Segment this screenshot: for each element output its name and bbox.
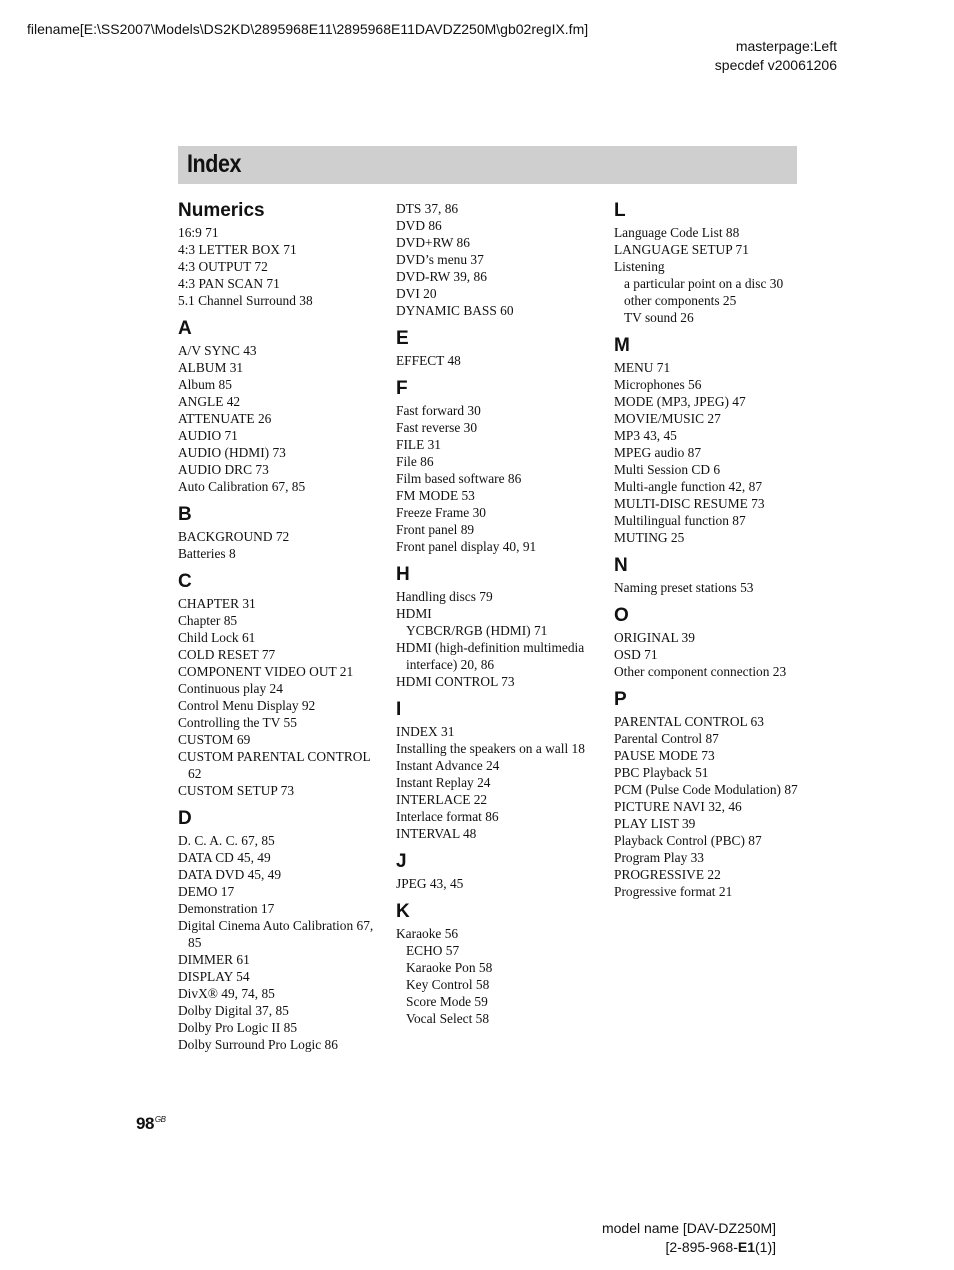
index-section (178, 504, 383, 562)
index-entry: Batteries 8 (178, 546, 236, 561)
index-section (178, 808, 383, 1053)
section-heading: M (614, 335, 630, 356)
index-subentry: YCBCR/RGB (HDMI) 71 (406, 623, 548, 638)
index-entry: Karaoke 56 (396, 926, 459, 941)
section-heading: K (396, 901, 410, 922)
index-column-3 (614, 200, 819, 909)
index-entry: Handling discs 79 (396, 589, 493, 604)
index-section (178, 318, 383, 495)
index-entry: ORIGINAL 39 (614, 630, 695, 645)
index-entry: DISPLAY 54 (178, 969, 250, 984)
index-entry: MP3 43, 45 (614, 428, 677, 443)
index-section (614, 605, 819, 680)
index-subentry: Vocal Select 58 (406, 1011, 490, 1026)
section-heading: I (396, 699, 402, 720)
footer-part-number (602, 1238, 776, 1257)
page-number (136, 1114, 165, 1134)
footer-model-name: model name [DAV-DZ250M] (601, 1220, 776, 1236)
index-entry: DVD 86 (396, 218, 442, 233)
index-entry: INTERLACE 22 (396, 792, 488, 807)
index-subentry: Score Mode 59 (406, 994, 488, 1009)
index-entry: Language Code List 88 (614, 225, 740, 240)
index-section (396, 901, 601, 1027)
header-masterpage: masterpage:Left (735, 38, 837, 54)
index-entry: 4:3 PAN SCAN 71 (178, 276, 280, 291)
index-entry: CUSTOM SETUP 73 (178, 783, 295, 798)
index-subentry: Key Control 58 (406, 977, 490, 992)
index-entry: OSD 71 (614, 647, 658, 662)
index-entry: DVD-RW 39, 86 (396, 269, 487, 284)
index-entry: DivX® 49, 74, 85 (178, 986, 275, 1001)
index-entry: LANGUAGE SETUP 71 (614, 242, 749, 257)
index-entry: Front panel display 40, 91 (396, 539, 537, 554)
section-heading: Numerics (178, 200, 265, 221)
index-entry: Playback Control (PBC) 87 (614, 833, 762, 848)
index-entry: Fast forward 30 (396, 403, 481, 418)
index-entry: Demonstration 17 (178, 901, 275, 916)
index-entry: EFFECT 48 (396, 353, 461, 368)
index-entry: Microphones 56 (614, 377, 702, 392)
index-entry: 4:3 OUTPUT 72 (178, 259, 268, 274)
index-entry: PARENTAL CONTROL 63 (614, 714, 764, 729)
footer (602, 1219, 776, 1257)
index-column-2 (396, 200, 601, 1036)
index-entry: Multi Session CD 6 (614, 462, 721, 477)
index-entry: DATA DVD 45, 49 (178, 867, 282, 882)
section-heading: E (396, 328, 409, 349)
index-entry: Album 85 (178, 377, 232, 392)
index-section (178, 200, 383, 309)
index-entry: DVD’s menu 37 (396, 252, 484, 267)
index-entry: Progressive format 21 (614, 884, 733, 899)
index-entry: HDMI CONTROL 73 (396, 674, 515, 689)
header-specdef: specdef v20061206 (714, 57, 837, 73)
index-entry: Listening (614, 259, 665, 274)
index-entry: DVD+RW 86 (396, 235, 470, 250)
index-entry: Digital Cinema Auto Calibration 67, 85 (178, 918, 374, 950)
section-heading: J (396, 851, 407, 872)
index-entry: COLD RESET 77 (178, 647, 276, 662)
index-entry: DIMMER 61 (178, 952, 250, 967)
footer-part-bold: E1 (737, 1239, 755, 1255)
index-entry: PLAY LIST 39 (614, 816, 696, 831)
index-entry: MUTING 25 (614, 530, 685, 545)
index-entry: MPEG audio 87 (614, 445, 702, 460)
index-entry: AUDIO DRC 73 (178, 462, 269, 477)
index-entry: Multi-angle function 42, 87 (614, 479, 763, 494)
index-section (396, 851, 601, 892)
section-heading: F (396, 378, 408, 399)
index-entry: JPEG 43, 45 (396, 876, 464, 891)
index-entry: FM MODE 53 (396, 488, 475, 503)
index-entry: A/V SYNC 43 (178, 343, 257, 358)
index-entry: PBC Playback 51 (614, 765, 709, 780)
index-subentry: other components 25 (624, 293, 737, 308)
index-section (396, 564, 601, 690)
section-heading: C (178, 571, 192, 592)
index-entry: Film based software 86 (396, 471, 522, 486)
section-heading: B (178, 504, 192, 525)
index-entry: Installing the speakers on a wall 18 (396, 741, 585, 756)
index-section (614, 555, 819, 596)
page-title: Index (187, 150, 242, 178)
index-column-1 (178, 200, 383, 1062)
index-section (614, 335, 819, 546)
index-entry: Auto Calibration 67, 85 (178, 479, 306, 494)
index-entry: Freeze Frame 30 (396, 505, 486, 520)
index-entry: DYNAMIC BASS 60 (396, 303, 514, 318)
index-entry: Instant Advance 24 (396, 758, 500, 773)
footer-part-prefix: [2-895-968- (665, 1239, 738, 1255)
section-heading: P (614, 689, 627, 710)
index-entry: PICTURE NAVI 32, 46 (614, 799, 742, 814)
index-entry: Dolby Pro Logic II 85 (178, 1020, 298, 1035)
index-entry: Instant Replay 24 (396, 775, 491, 790)
index-entry: ATTENUATE 26 (178, 411, 272, 426)
index-section (396, 378, 601, 555)
index-entry: COMPONENT VIDEO OUT 21 (178, 664, 354, 679)
section-heading: A (178, 318, 192, 339)
index-entry: HDMI (high-definition multimedia interface) 20, 86 (396, 640, 585, 672)
index-entry: Parental Control 87 (614, 731, 719, 746)
index-entry: AUDIO (HDMI) 73 (178, 445, 286, 460)
index-entry: DEMO 17 (178, 884, 235, 899)
index-entry: HDMI (396, 606, 432, 621)
index-entry: AUDIO 71 (178, 428, 238, 443)
index-section (396, 699, 601, 842)
index-entry: 16:9 71 (178, 225, 219, 240)
section-heading: H (396, 564, 410, 585)
index-entry: INDEX 31 (396, 724, 455, 739)
index-section (396, 328, 601, 369)
index-entry: ANGLE 42 (178, 394, 241, 409)
index-entry: MULTI-DISC RESUME 73 (614, 496, 765, 511)
index-entry: CUSTOM 69 (178, 732, 251, 747)
index-entry: PCM (Pulse Code Modulation) 87 (614, 782, 798, 797)
index-section (396, 200, 601, 319)
page-number-suffix: GB (154, 1115, 166, 1125)
index-entry: DTS 37, 86 (396, 201, 459, 216)
index-entry: Controlling the TV 55 (178, 715, 297, 730)
index-entry: Interlace format 86 (396, 809, 499, 824)
index-subentry: TV sound 26 (624, 310, 694, 325)
index-entry: Child Lock 61 (178, 630, 256, 645)
index-subentry: Karaoke Pon 58 (406, 960, 493, 975)
section-heading: O (614, 605, 629, 626)
index-entry: MOVIE/MUSIC 27 (614, 411, 721, 426)
index-section (178, 571, 383, 799)
index-entry: Fast reverse 30 (396, 420, 478, 435)
index-entry: Control Menu Display 92 (178, 698, 316, 713)
index-entry: 4:3 LETTER BOX 71 (178, 242, 297, 257)
index-entry: Program Play 33 (614, 850, 705, 865)
index-entry: PROGRESSIVE 22 (614, 867, 721, 882)
index-entry: CHAPTER 31 (178, 596, 256, 611)
section-heading: N (614, 555, 628, 576)
index-entry: D. C. A. C. 67, 85 (178, 833, 275, 848)
index-entry: INTERVAL 48 (396, 826, 477, 841)
index-entry: CUSTOM PARENTAL CONTROL 62 (178, 749, 371, 781)
index-entry: BACKGROUND 72 (178, 529, 290, 544)
header-filename: filename[E:\SS2007\Models\DS2KD\2895968E11\2895968E11DAVDZ250M\gb02regIX.fm] (27, 21, 589, 37)
header-meta (715, 37, 837, 75)
footer-part-suffix: (1)] (755, 1239, 776, 1255)
index-entry: FILE 31 (396, 437, 442, 452)
index-entry: Dolby Digital 37, 85 (178, 1003, 289, 1018)
index-section (614, 689, 819, 900)
index-entry: DATA CD 45, 49 (178, 850, 271, 865)
index-entry: 5.1 Channel Surround 38 (178, 293, 313, 308)
index-entry: File 86 (396, 454, 434, 469)
index-entry: Other component connection 23 (614, 664, 787, 679)
index-entry: MENU 71 (614, 360, 671, 375)
index-entry: Naming preset stations 53 (614, 580, 754, 595)
index-entry: PAUSE MODE 73 (614, 748, 715, 763)
index-entry: ALBUM 31 (178, 360, 244, 375)
index-entry: Multilingual function 87 (614, 513, 746, 528)
page-number-value: 98 (136, 1114, 154, 1133)
index-entry: Front panel 89 (396, 522, 475, 537)
section-heading: D (178, 808, 192, 829)
index-section (614, 200, 819, 326)
index-entry: MODE (MP3, JPEG) 47 (614, 394, 746, 409)
title-bar (178, 146, 797, 184)
index-subentry: a particular point on a disc 30 (624, 276, 784, 291)
section-heading: L (614, 200, 626, 221)
index-entry: DVI 20 (396, 286, 437, 301)
index-entry: Dolby Surround Pro Logic 86 (178, 1037, 338, 1052)
index-entry: Continuous play 24 (178, 681, 283, 696)
index-entry: Chapter 85 (178, 613, 238, 628)
index-subentry: ECHO 57 (406, 943, 460, 958)
